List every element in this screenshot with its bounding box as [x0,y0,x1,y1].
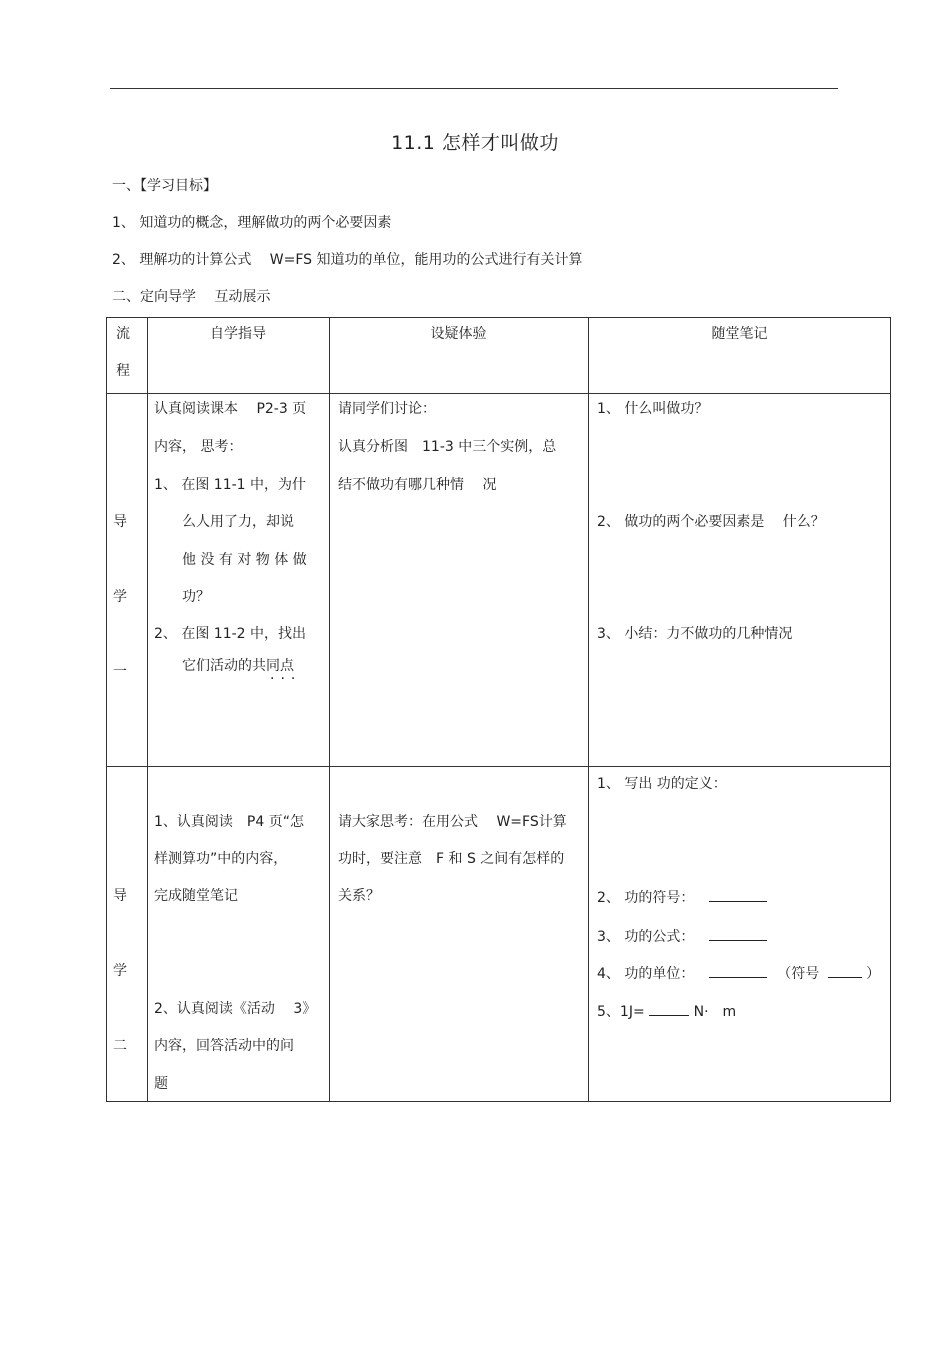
stage-char: 一 [113,664,127,680]
inquiry-line: 关系？ [338,888,380,904]
header-process-2: 程 [116,363,130,379]
goal-2: 2、 理解功的计算公式 W=FS 知道功的单位，能用功的公式进行有关计算 [112,252,583,268]
notes-line: 2、 做功的两个必要因素是 什么？ [597,514,825,530]
self-study-line: 内容，回答活动中的问 [154,1038,294,1054]
self-study-line: 它们活动的共同点 [154,658,294,674]
notes-line: 1、 写出 功的定义： [597,776,727,792]
table-border [106,317,891,1102]
row-divider [106,766,891,767]
notes-line [597,963,880,983]
notes-line: 1、 什么叫做功？ [597,401,709,417]
fill-blank[interactable] [649,1001,689,1016]
col-divider [588,317,589,1102]
header-rule [110,88,838,89]
notes-label: 3、 功的公式： [597,929,695,945]
notes-line [597,926,767,946]
self-study-line: 样测算功”中的内容， [154,851,288,867]
notes-label: N· m [693,1004,737,1020]
self-study-line: 题 [154,1076,168,1092]
fill-blank[interactable] [709,887,767,902]
fill-blank[interactable] [709,926,767,941]
stage-char: 导 [113,514,127,530]
notes-line [597,1001,736,1021]
notes-label: 4、 功的单位： [597,966,695,982]
self-study-line: 内容， 思考： [154,439,243,455]
notes-line [597,887,767,907]
notes-label: 2、 功的符号： [597,890,695,906]
header-self-study: 自学指导 [210,326,266,342]
self-study-line: 完成随堂笔记 [154,888,238,904]
inquiry-line: 功时，要注意 F 和 S 之间有怎样的 [338,851,565,867]
self-study-line: 么人用了力，却说 [154,514,294,530]
self-study-line: 1、 在图 11-1 中，为什 [154,477,307,493]
self-study-line: 2、 在图 11-2 中，找出 [154,626,307,642]
stage-char: 学 [113,963,127,979]
header-inquiry: 设疑体验 [430,326,487,342]
self-study-line: 认真阅读课本 P2-3 页 [154,401,307,417]
inquiry-line: 结不做功有哪几种情 况 [338,477,497,493]
col-divider [147,317,148,1102]
inquiry-line: 认真分析图 11-3 中三个实例，总 [338,439,557,455]
header-process-1: 流 [116,326,130,342]
self-study-line: 2、认真阅读《活动 3》 [154,1001,317,1017]
header-notes: 随堂笔记 [711,326,768,342]
inquiry-line: 请大家思考：在用公式 W=FS计算 [338,814,567,830]
guide-heading: 二、定向导学 互动展示 [112,289,271,305]
col-divider [329,317,330,1102]
stage-char: 二 [113,1038,127,1054]
fill-blank[interactable] [828,963,862,978]
inquiry-line: 请同学们讨论： [338,401,436,417]
stage-char: 导 [113,888,127,904]
notes-label: 5、1J= [597,1004,645,1020]
goal-1: 1、 知道功的概念，理解做功的两个必要因素 [112,215,392,231]
self-study-line: 功？ [154,589,210,605]
stage-char: 学 [113,589,127,605]
notes-label: （符号 [777,966,820,982]
self-study-line: 他 没 有 对 物 体 做 [154,552,307,568]
notes-line: 3、 小结：力不做功的几种情况 [597,626,793,642]
fill-blank[interactable] [709,963,767,978]
self-study-line: 1、认真阅读 P4 页“怎 [154,814,304,830]
goals-heading: 一、【学习目标】 [112,178,217,194]
emphasis-dots: ··· [270,671,302,687]
page-title: 11.1 怎样才叫做功 [391,132,559,154]
notes-label: ） [866,966,881,982]
row-divider [106,393,891,394]
